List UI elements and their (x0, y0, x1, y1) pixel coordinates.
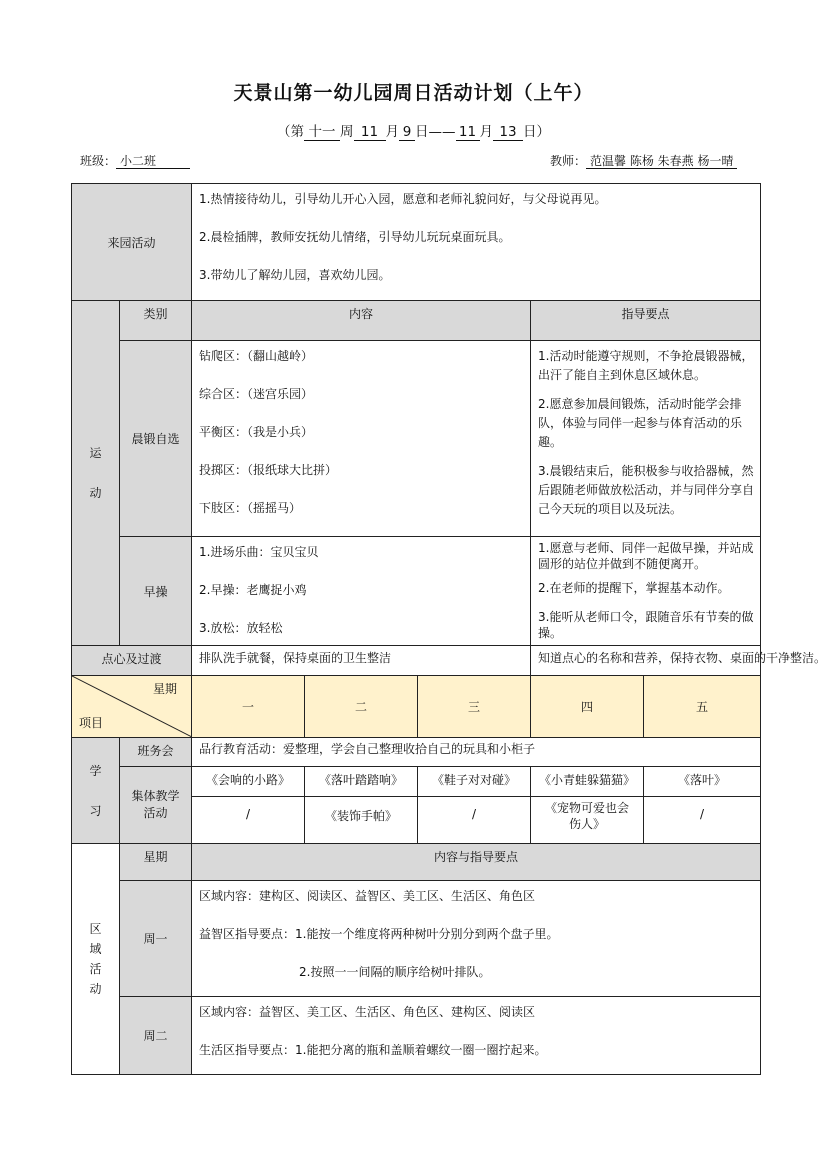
snack-content-text: 排队洗手就餐，保持桌面的卫生整洁 (199, 651, 392, 665)
sport-label (72, 301, 120, 646)
start-day: 9 (399, 125, 415, 141)
drill-item: 2.早操：老鹰捉小鸡 (199, 583, 307, 597)
drill-row (72, 537, 761, 646)
area-tuesday-content (192, 997, 761, 1075)
class-meeting-text: 品行教育活动：爱整理，学会自己整理收拾自己的玩具和小柜子 (199, 742, 536, 756)
lesson-cell: 《落叶踏踏响》 (305, 767, 418, 797)
snack-guide (531, 646, 827, 676)
day-header: 一 (192, 676, 305, 738)
area-label (72, 844, 120, 1075)
end-day: 13 (493, 125, 523, 141)
header-content: 内容 (192, 301, 531, 341)
group-teaching-row-1 (72, 767, 761, 797)
arrival-row (72, 184, 761, 301)
diagonal-header (72, 676, 192, 738)
snack-row (72, 646, 761, 676)
end-month: 11 (456, 125, 480, 141)
week-number: 十一 (304, 125, 340, 141)
guide-item: 2.愿意参加晨间锻炼，活动时能学会排队，体验与同伴一起参与体育活动的乐趣。 (538, 397, 743, 449)
area-monday-content (192, 881, 761, 997)
lesson-cell: 《装饰手帕》 (305, 797, 418, 844)
class-meeting-content (192, 738, 761, 767)
lesson-cell: / (192, 797, 305, 844)
class-name: 小二班 (116, 154, 190, 169)
lesson-cell: 《宠物可爱也会伤人》 (531, 797, 644, 844)
area-header: 内容与指导要点 (192, 844, 761, 881)
area-weekday-label: 星期 (120, 844, 192, 881)
teacher-label: 教师： (550, 154, 587, 168)
lesson-cell: 《会响的小路》 (192, 767, 305, 797)
study-label (72, 738, 120, 844)
guide-item: 3.晨锻结束后，能积极参与收拾器械，然后跟随老师做放松活动，并与同伴分享自己今天玩的项目以及玩法。 (538, 464, 755, 516)
area-label-char: 动 (89, 982, 102, 996)
arrival-item: 2.晨检插牌，教师安抚幼儿情绪，引导幼儿玩玩桌面玩具。 (199, 230, 511, 244)
drill-item: 1.进场乐曲：宝贝宝贝 (199, 545, 319, 559)
start-month-suffix: 月 (385, 124, 399, 140)
teacher-names: 范温馨 陈杨 朱春燕 杨一晴 (586, 154, 737, 169)
class-meeting-row (72, 738, 761, 767)
class-info (80, 152, 190, 169)
group-teaching-label (120, 767, 192, 844)
header-category: 类别 (120, 301, 192, 341)
arrival-item: 3.带幼儿了解幼儿园，喜欢幼儿园。 (199, 268, 391, 282)
area-item: 区域内容：益智区、美工区、生活区、角色区、建构区、阅读区 (199, 1005, 536, 1019)
area-monday-label: 周一 (120, 881, 192, 997)
end-day-suffix: 日） (523, 124, 550, 140)
arrival-item: 1.热情接待幼儿，引导幼儿开心入园，愿意和老师礼貌问好，与父母说再见。 (199, 192, 607, 206)
area-header-row (72, 844, 761, 881)
lesson-cell: 《小青蛙躲猫猫》 (531, 767, 644, 797)
start-month: 11 (354, 125, 386, 141)
guide-item: 1.活动时能遵守规则，不争抢晨锻器械，出汗了能自主到休息区域休息。 (538, 349, 754, 382)
zone-item: 平衡区：（我是小兵） (199, 425, 314, 439)
lesson-cell: / (644, 797, 761, 844)
day-header: 三 (418, 676, 531, 738)
week-header-row (72, 676, 761, 738)
sport-label-char: 运 (89, 446, 102, 460)
date-open: （第 (277, 124, 304, 140)
diag-weekday-label: 星期 (153, 682, 178, 696)
zone-item: 钻爬区：（翻山越岭） (199, 349, 314, 363)
class-label: 班级： (80, 154, 117, 168)
snack-content (192, 646, 531, 676)
zone-item: 综合区：（迷宫乐园） (199, 387, 314, 401)
day-header: 五 (644, 676, 761, 738)
drill-item: 3.放松：放轻松 (199, 621, 283, 635)
area-item: 区域内容：建构区、阅读区、益智区、美工区、生活区、角色区 (199, 889, 536, 903)
morning-exercise-guide (531, 341, 761, 537)
week-suffix: 周 (340, 124, 354, 140)
study-label-char: 习 (89, 803, 102, 818)
area-label-char: 域 (89, 942, 102, 956)
teacher-info (550, 152, 737, 169)
lesson-cell: 《鞋子对对碰》 (418, 767, 531, 797)
area-item: 2.按照一一间隔的顺序给树叶排队。 (299, 965, 491, 979)
day-header: 四 (531, 676, 644, 738)
date-range (0, 120, 827, 141)
sport-header-row (72, 301, 761, 341)
study-label-char: 学 (89, 763, 102, 778)
lesson-cell: / (418, 797, 531, 844)
day-header: 二 (305, 676, 418, 738)
morning-exercise-content (192, 341, 531, 537)
arrival-content (192, 184, 761, 301)
drill-label: 早操 (120, 537, 192, 646)
start-day-suffix: 日—— (415, 124, 456, 140)
area-item: 生活区指导要点：1.能把分离的瓶和盖顺着螺纹一圈一圈拧起来。 (199, 1043, 547, 1057)
guide-item: 3.能听从老师口令，跟随音乐有节奏的做操。 (538, 610, 754, 640)
snack-guide-text: 知道点心的名称和营养，保持衣物、桌面的干净整洁。 (538, 651, 827, 665)
activity-plan-table (71, 183, 827, 1075)
diag-item-label: 项目 (79, 716, 104, 730)
group-teaching-label-text: 集体教学活动 (131, 789, 180, 820)
zone-item: 投掷区：（报纸球大比拼） (199, 463, 338, 477)
area-tuesday-label: 周二 (120, 997, 192, 1075)
morning-exercise-label: 晨锻自选 (120, 341, 192, 537)
guide-item: 2.在老师的提醒下，掌握基本动作。 (538, 581, 730, 595)
area-label-char: 活 (89, 962, 102, 976)
arrival-label: 来园活动 (72, 184, 192, 301)
lesson-cell: 《落叶》 (644, 767, 761, 797)
area-tuesday-row (72, 997, 761, 1075)
morning-exercise-row (72, 341, 761, 537)
area-item: 益智区指导要点：1.能按一个维度将两种树叶分别分到两个盘子里。 (199, 927, 559, 941)
sport-label-char: 动 (89, 486, 102, 500)
drill-content (192, 537, 531, 646)
area-monday-row (72, 881, 761, 997)
page-title: 天景山第一幼儿园周日活动计划（上午） (233, 82, 594, 104)
drill-guide (531, 537, 761, 646)
class-meeting-label: 班务会 (120, 738, 192, 767)
snack-label: 点心及过渡 (72, 646, 192, 676)
end-month-suffix: 月 (479, 124, 493, 140)
guide-item: 1.愿意与老师、同伴一起做早操，并站成圆形的站位并做到不随便离开。 (538, 541, 754, 571)
zone-item: 下肢区：（摇摇马） (199, 501, 302, 515)
header-guide: 指导要点 (531, 301, 761, 341)
area-label-char: 区 (89, 922, 102, 936)
